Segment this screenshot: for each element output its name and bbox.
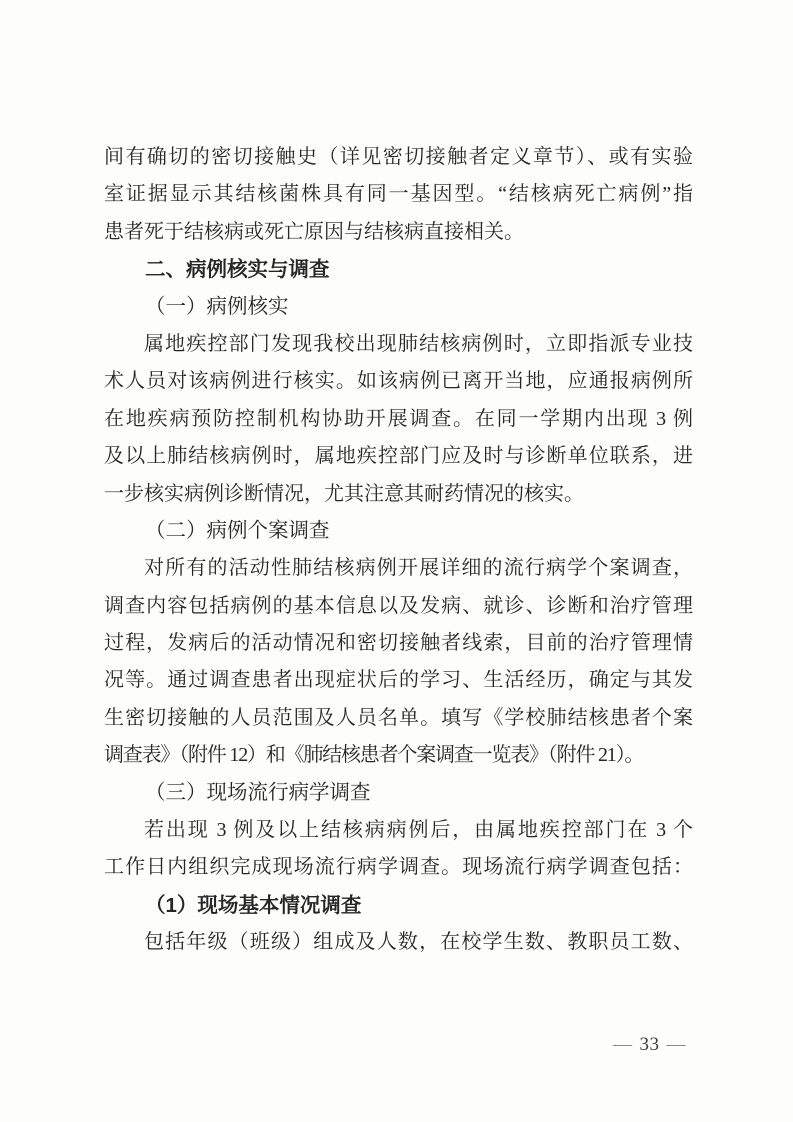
text-line-14: 过程，发病后的活动情况和密切接触者线索，目前的治疗管理情 [104, 632, 693, 655]
text-line-9: 及以上肺结核病例时，属地疾控部门应及时与诊断单位联系，进 [104, 445, 693, 468]
text-line-7: 术人员对该病例进行核实。如该病例已离开当地，应通报病例所 [104, 370, 693, 393]
text-block [104, 139, 693, 962]
text-line-19: 若出现 3 例及以上结核病病例后，由属地疾控部门在 3 个 [144, 819, 693, 842]
text-line-4: 二、病例核实与调查 [145, 258, 330, 282]
text-line-18: （三）现场流行病学调查 [145, 781, 371, 804]
footer-dash-left: — [613, 1034, 633, 1055]
text-line-17: 调查表》（附件 12）和《肺结核患者个案调查一览表》（附件 21）。 [104, 744, 644, 767]
page-number: 33 [639, 1034, 660, 1055]
text-line-20: 工作日内组织完成现场流行病学调查。现场流行病学调查包括： [104, 856, 693, 879]
text-line-2: 室证据显示其结核菌株具有同一基因型。“结核病死亡病例”指 [104, 183, 693, 206]
footer-dash-right: — [666, 1034, 686, 1055]
text-line-5: （一）病例核实 [145, 295, 289, 318]
text-line-21: （1）现场基本情况调查 [145, 893, 362, 917]
text-line-12: 对所有的活动性肺结核病例开展详细的流行病学个案调查， [144, 557, 693, 580]
text-line-6: 属地疾控部门发现我校出现肺结核病例时，立即指派专业技 [144, 332, 693, 355]
text-line-22: 包括年级（班级）组成及人数，在校学生数、教职员工数、 [144, 931, 693, 954]
text-line-3: 患者死于结核病或死亡原因与结核病直接相关。 [104, 220, 524, 243]
text-line-11: （二）病例个案调查 [145, 519, 330, 542]
text-line-8: 在地疾病预防控制机构协助开展调查。在同一学期内出现 3 例 [104, 407, 693, 430]
text-line-16: 生密切接触的人员范围及人员名单。填写《学校肺结核患者个案 [104, 706, 693, 729]
text-line-13: 调查内容包括病例的基本信息以及发病、就诊、诊断和治疗管理 [104, 594, 693, 617]
text-line-15: 况等。通过调查患者出现症状后的学习、生活经历，确定与其发 [104, 669, 693, 692]
text-line-10: 一步核实病例诊断情况，尤其注意其耐药情况的核实。 [104, 482, 584, 505]
text-line-1: 间有确切的密切接触史（详见密切接触者定义章节）、或有实验 [104, 146, 693, 168]
page-footer [606, 1034, 693, 1056]
